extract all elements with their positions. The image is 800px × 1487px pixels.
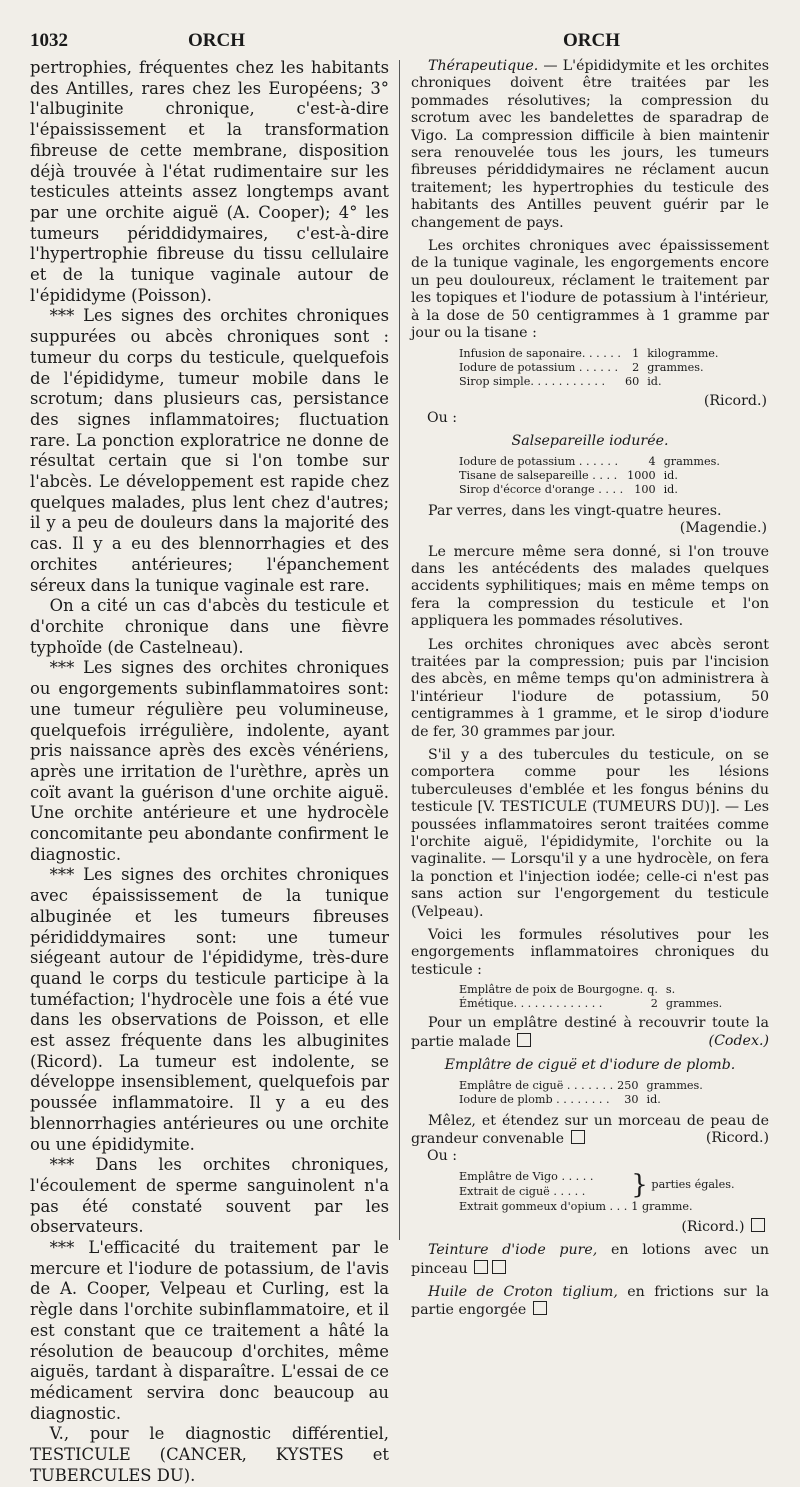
paragraph: Le mercure même sera donné, si l'on trouve dans les antécédents des malades quelques accidents syphilitiques; mais en même temps on fera la compression du testicule et l'on appliquera les pommades résolutives.	[411, 543, 769, 630]
paragraph: Huile de Croton tiglium, en frictions sur la partie engorgée	[411, 1283, 770, 1319]
prescription-5	[459, 1170, 739, 1214]
prescription-row: Émétique. . . . . . . . . . . . . 2 grammes.	[459, 997, 723, 1011]
square-cross-icon	[751, 1218, 765, 1232]
prescription-row: Emplâtre de poix de Bourgogne. q. s.	[459, 983, 676, 997]
paragraph: Les orchites chroniques avec épaississement de la tunique vaginale, les engorgements encore un peu douloureux, réclament le traitement par les topiques et l'iodure de potassium à l'intérieur, à la dose de 50 centigrammes à 1 gramme par jour ou la tisane :	[411, 238, 769, 342]
running-head-right: ORCH	[563, 30, 620, 51]
paragraph: *** L'efficacité du traitement par le mercure et l'iodure de potassium, de l'avis de A. Cooper, Velpeau et Curling, est la règle dans l'orchite subinflammatoire, et il est constant que ce traitement a hâté la résolution de beaucoup d'orchites, même aiguës, tardant à disparaître. L'essai de ce médicament servira donc beaucoup au diagnostic.	[30, 1238, 389, 1423]
attribution: (Magendie.)	[679, 520, 767, 537]
paragraph: S'il y a des tubercules du testicule, on se comportera comme pour les lésions tuberculeuses d'emblée et les fongus bénins du testicule [V. TESTICULE (TUMEURS DU)]. — Les poussées inflammatoires seront traitées comme l'orchite aiguë, l'épididymite, l'orchite ou la vaginalite. — Lorsqu'il y a une hydrocèle, on fera la ponction et l'injection iodée; celle-ci n'est pas sans action sur l'engorgement du testicule (Velpeau).	[411, 747, 769, 920]
paragraph: On a cité un cas d'abcès du testicule et d'orchite chronique dans une fièvre typhoïde (de Castelneau).	[30, 596, 389, 657]
prescription-4	[459, 1079, 707, 1107]
prescription-row: Sirop d'écorce d'orange . . . . 100 id.	[459, 482, 678, 496]
running-head-left: ORCH	[188, 30, 245, 51]
square-cross-icon	[571, 1130, 585, 1144]
brace-icon: }	[631, 1169, 648, 1200]
prescription-row: Tisane de salsepareille . . . . 1000 id.	[459, 468, 678, 482]
paragraph: Les orchites chroniques avec abcès seront traitées par la compression; puis par l'incision des abcès, en même temps qu'on administrera à l'intérieur l'iodure de potassium, 50 centigrammes à 1 gramme, et le sirop d'iodure de fer, 30 grammes par jour.	[411, 636, 769, 740]
paragraph: pertrophies, fréquentes chez les habitants des Antilles, rares chez les Européens; 3° l'albuginite chronique, c'est-à-dire l'épaississement et la transformation fibreuse de cette membrane, disposition déjà trouvée à l'état rudimentaire sur les testicules atteints assez longtemps avant par une orchite aiguë (A. Cooper); 4° les tumeurs périddidymaires, c'est-à-dire l'hypertrophie fibreuse du tissu cellulaire et de la tunique vaginale autour de l'épididyme (Poisson).	[30, 58, 389, 305]
prescription-3	[459, 983, 726, 1011]
page-number: 1032	[30, 30, 68, 51]
paragraph: Teinture d'iode pure, en lotions avec un pinceau	[411, 1242, 769, 1277]
column-divider	[399, 60, 400, 1240]
prescription-row: Iodure de potassium . . . . . . 2 grammes.	[459, 360, 704, 374]
paragraph: Pour un emplâtre destiné à recouvrir toute la partie malade (Codex.)	[411, 1015, 769, 1050]
square-symbol-icon	[517, 1033, 531, 1047]
or-label: Ou :	[427, 1148, 458, 1165]
square-cross-icon	[492, 1260, 506, 1274]
prescription-row: Sirop simple. . . . . . . . . . . 60 id.	[459, 374, 662, 388]
paragraph: *** Les signes des orchites chroniques avec épaississement de la tunique albuginée et les tumeurs fibreuses pérididdymaires sont: une tumeur siégeant autour de l'épididyme, très-dure quand le corps du testicule participe à la tuméfaction; l'hydrocèle une fois a été vue dans les observations de Poisson, et elle est assez fréquente dans les albuginites (Ricord). La tumeur est indolente, se développe insensiblement, quelquefois par poussée inflammatoire. Il y a eu des blennorrhagies antérieures ou une orchite ou une épididymite.	[30, 865, 389, 1154]
right-column	[411, 58, 769, 1320]
left-column	[30, 58, 389, 1487]
formula-title: Emplâtre de ciguë et d'iodure de plomb.	[444, 1057, 736, 1074]
prescription-row: Extrait gommeux d'opium . . . 1 gramme.	[459, 1199, 693, 1213]
paragraph: *** Les signes des orchites chroniques suppurées ou abcès chroniques sont : tumeur du corps du testicule, quelquefois de l'épididyme, tumeur mobile dans le scrotum; dans plusieurs cas, persistance des signes inflammatoires; fluctuation rare. La ponction exploratrice ne donne de résultat certain que si l'on tombe sur l'abcès. Le développement est rapide chez quelques malades, plus lent chez d'autres; il y a peu de douleurs dans la majorité des cas. Il y a eu des blennorrhagies et des orchites antérieures; l'épanchement séreux dans la tunique vaginale est rare.	[30, 306, 389, 595]
section-head: Thérapeutique.	[428, 58, 539, 74]
square-cross-icon	[474, 1260, 488, 1274]
attribution: (Ricord.)	[411, 1218, 767, 1236]
prescription-row: Extrait de ciguë . . . . .	[459, 1184, 586, 1198]
formula-title: Salsepareille iodurée.	[511, 433, 669, 450]
paragraph: V., pour le diagnostic différentiel, TESTICULE (CANCER, KYSTES et TUBERCULES DU).	[30, 1424, 389, 1485]
prescription-row: Iodure de potassium . . . . . . 4 grammes.	[459, 454, 720, 468]
prescription-row: Iodure de plomb . . . . . . . . 30 id.	[459, 1092, 661, 1106]
or-label: Ou :	[427, 409, 458, 426]
prescription-row: Infusion de saponaire. . . . . . 1 kilogramme.	[459, 346, 719, 360]
attribution: (Ricord.)	[703, 392, 767, 409]
paragraph: Voici les formules résolutives pour les engorgements inflammatoires chroniques du testicule :	[411, 927, 769, 978]
paragraph: *** Dans les orchites chroniques, l'écoulement de sperme sanguinolent n'a pas été constaté souvent par les observateurs.	[30, 1155, 389, 1237]
prescription-row: Emplâtre de Vigo . . . . . } parties égales.	[459, 1169, 735, 1200]
prescription-1	[459, 347, 722, 389]
dosage-note: Par verres, dans les vingt-quatre heures.	[428, 502, 722, 519]
paragraph: *** Les signes des orchites chroniques ou engorgements subinflammatoires sont: une tumeur régulière peu volumineuse, quelquefois irrégulière, indolente, ayant pris naissance après des excès vénériens, après une irritation de l'urèthre, après un coït avant la guérison d'une orchite aiguë. Une orchite antérieure et une hydrocèle concomitante peu abondante confirment le diagnostic.	[30, 658, 389, 864]
paragraph-therapeutique: Thérapeutique. — L'épididymite et les orchites chroniques doivent être traitées par les pommades résolutives; la compression du scrotum avec les bandelettes de sparadrap de Vigo. La compression difficile à bien maintenir sera renouvelée tous les jours, les tumeurs fibreuses périddidymaires ne réclament aucun traitement; les hypertrophies du testicule des habitants des Antilles peuvent guérir par le changement de pays.	[411, 58, 769, 231]
paragraph: Mêlez, et étendez sur un morceau de peau de grandeur convenable (Ricord.)	[411, 1112, 769, 1147]
prescription-2	[459, 455, 724, 497]
prescription-row: Emplâtre de ciguë . . . . . . . 250 grammes.	[459, 1078, 703, 1092]
square-symbol-icon	[533, 1301, 547, 1315]
